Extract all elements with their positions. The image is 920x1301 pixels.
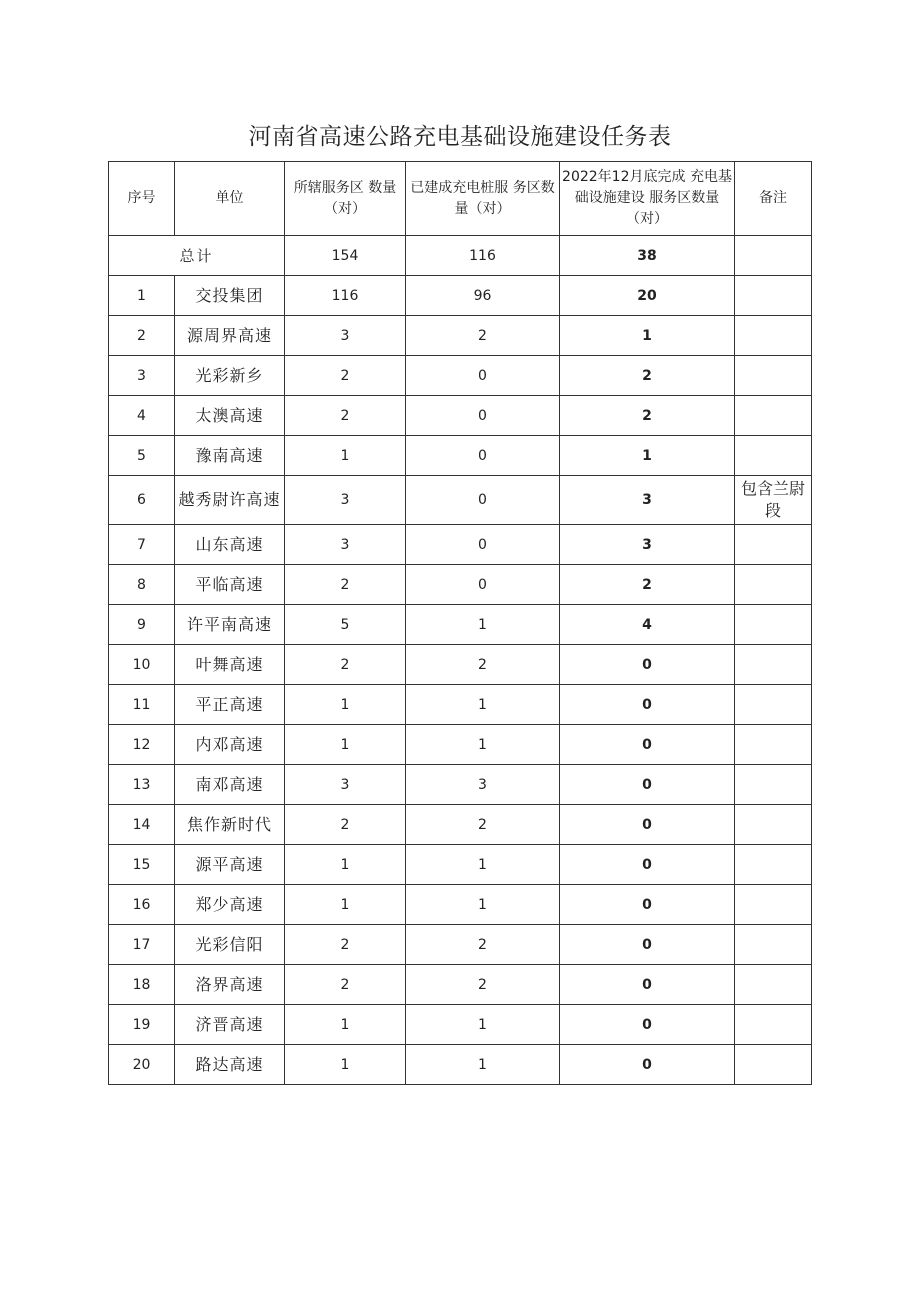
- row-service-areas: 2: [285, 925, 406, 965]
- row-note: [735, 925, 812, 965]
- row-built: 1: [406, 685, 560, 725]
- total-target: 38: [560, 236, 735, 276]
- row-seq: 3: [109, 356, 175, 396]
- row-seq: 6: [109, 476, 175, 525]
- row-built: 2: [406, 645, 560, 685]
- row-built: 96: [406, 276, 560, 316]
- row-target: 0: [560, 925, 735, 965]
- row-service-areas: 1: [285, 1005, 406, 1045]
- row-built: 1: [406, 885, 560, 925]
- row-built: 1: [406, 845, 560, 885]
- row-seq: 13: [109, 765, 175, 805]
- row-unit: 太澳高速: [175, 396, 285, 436]
- total-built: 116: [406, 236, 560, 276]
- row-unit: 济晋高速: [175, 1005, 285, 1045]
- row-built: 0: [406, 525, 560, 565]
- row-unit: 交投集团: [175, 276, 285, 316]
- table-row: [109, 645, 812, 685]
- row-seq: 10: [109, 645, 175, 685]
- row-target: 2: [560, 396, 735, 436]
- row-note: [735, 565, 812, 605]
- row-seq: 20: [109, 1045, 175, 1085]
- header-service-areas: 所辖服务区 数量（对）: [285, 162, 406, 236]
- row-seq: 11: [109, 685, 175, 725]
- row-seq: 4: [109, 396, 175, 436]
- row-built: 0: [406, 436, 560, 476]
- row-service-areas: 1: [285, 1045, 406, 1085]
- row-built: 0: [406, 476, 560, 525]
- row-seq: 19: [109, 1005, 175, 1045]
- row-note: [735, 396, 812, 436]
- header-row: [109, 162, 812, 236]
- table-row: [109, 276, 812, 316]
- row-service-areas: 1: [285, 725, 406, 765]
- task-table: [108, 161, 812, 1085]
- row-note: [735, 725, 812, 765]
- table-row: [109, 805, 812, 845]
- row-note: [735, 316, 812, 356]
- table-row: [109, 925, 812, 965]
- row-note: [735, 605, 812, 645]
- row-unit: 豫南高速: [175, 436, 285, 476]
- row-target: 1: [560, 316, 735, 356]
- row-target: 0: [560, 805, 735, 845]
- row-service-areas: 1: [285, 436, 406, 476]
- header-unit: 单位: [175, 162, 285, 236]
- row-service-areas: 2: [285, 396, 406, 436]
- table-row: [109, 476, 812, 525]
- row-note: [735, 356, 812, 396]
- table-row: [109, 396, 812, 436]
- table-row: [109, 1045, 812, 1085]
- row-unit: 平正高速: [175, 685, 285, 725]
- row-note: [735, 805, 812, 845]
- row-note: [735, 965, 812, 1005]
- header-built: 已建成充电桩服 务区数量（对）: [406, 162, 560, 236]
- row-target: 2: [560, 356, 735, 396]
- table-row: [109, 356, 812, 396]
- row-seq: 12: [109, 725, 175, 765]
- row-built: 0: [406, 356, 560, 396]
- total-note: [735, 236, 812, 276]
- row-built: 1: [406, 725, 560, 765]
- row-service-areas: 2: [285, 805, 406, 845]
- row-built: 0: [406, 565, 560, 605]
- row-service-areas: 1: [285, 885, 406, 925]
- row-unit: 焦作新时代: [175, 805, 285, 845]
- row-seq: 15: [109, 845, 175, 885]
- row-target: 3: [560, 525, 735, 565]
- row-built: 1: [406, 1005, 560, 1045]
- row-seq: 2: [109, 316, 175, 356]
- row-service-areas: 3: [285, 316, 406, 356]
- row-note: [735, 765, 812, 805]
- row-target: 3: [560, 476, 735, 525]
- row-seq: 17: [109, 925, 175, 965]
- row-built: 2: [406, 805, 560, 845]
- row-seq: 8: [109, 565, 175, 605]
- row-target: 0: [560, 1005, 735, 1045]
- row-unit: 南邓高速: [175, 765, 285, 805]
- row-note: [735, 645, 812, 685]
- row-target: 0: [560, 645, 735, 685]
- table-row: [109, 685, 812, 725]
- row-service-areas: 2: [285, 356, 406, 396]
- row-target: 1: [560, 436, 735, 476]
- row-seq: 5: [109, 436, 175, 476]
- row-unit: 郑少高速: [175, 885, 285, 925]
- row-unit: 源平高速: [175, 845, 285, 885]
- table-row: [109, 845, 812, 885]
- table-row: [109, 525, 812, 565]
- row-target: 0: [560, 965, 735, 1005]
- row-built: 3: [406, 765, 560, 805]
- row-service-areas: 3: [285, 476, 406, 525]
- row-unit: 源周界高速: [175, 316, 285, 356]
- row-unit: 内邓高速: [175, 725, 285, 765]
- table-row: [109, 436, 812, 476]
- table-row: [109, 316, 812, 356]
- row-target: 0: [560, 1045, 735, 1085]
- row-unit: 洛界高速: [175, 965, 285, 1005]
- row-target: 0: [560, 885, 735, 925]
- row-built: 2: [406, 316, 560, 356]
- row-unit: 叶舞高速: [175, 645, 285, 685]
- header-seq: 序号: [109, 162, 175, 236]
- row-unit: 许平南高速: [175, 605, 285, 645]
- row-service-areas: 3: [285, 525, 406, 565]
- row-seq: 9: [109, 605, 175, 645]
- row-service-areas: 2: [285, 645, 406, 685]
- row-seq: 1: [109, 276, 175, 316]
- row-built: 1: [406, 1045, 560, 1085]
- row-target: 0: [560, 845, 735, 885]
- row-built: 0: [406, 396, 560, 436]
- row-service-areas: 3: [285, 765, 406, 805]
- row-service-areas: 2: [285, 965, 406, 1005]
- row-note: [735, 845, 812, 885]
- row-note: [735, 685, 812, 725]
- row-unit: 越秀尉许高速: [175, 476, 285, 525]
- table-row: [109, 565, 812, 605]
- total-label: 总计: [109, 236, 285, 276]
- table-row: [109, 965, 812, 1005]
- row-unit: 路达高速: [175, 1045, 285, 1085]
- row-target: 20: [560, 276, 735, 316]
- table-row: [109, 725, 812, 765]
- row-seq: 18: [109, 965, 175, 1005]
- row-note: [735, 885, 812, 925]
- row-service-areas: 1: [285, 685, 406, 725]
- row-built: 2: [406, 965, 560, 1005]
- row-note: [735, 276, 812, 316]
- table-row: [109, 765, 812, 805]
- row-note: [735, 436, 812, 476]
- row-unit: 光彩信阳: [175, 925, 285, 965]
- table-row: [109, 1005, 812, 1045]
- row-built: 1: [406, 605, 560, 645]
- row-note: [735, 1005, 812, 1045]
- row-service-areas: 5: [285, 605, 406, 645]
- table-row: [109, 885, 812, 925]
- row-unit: 光彩新乡: [175, 356, 285, 396]
- row-target: 0: [560, 725, 735, 765]
- header-note: 备注: [735, 162, 812, 236]
- row-target: 2: [560, 565, 735, 605]
- row-service-areas: 2: [285, 565, 406, 605]
- row-note: [735, 525, 812, 565]
- page-title: 河南省高速公路充电基础设施建设任务表: [248, 124, 672, 150]
- row-seq: 16: [109, 885, 175, 925]
- row-seq: 14: [109, 805, 175, 845]
- row-built: 2: [406, 925, 560, 965]
- row-service-areas: 1: [285, 845, 406, 885]
- row-seq: 7: [109, 525, 175, 565]
- total-service-areas: 154: [285, 236, 406, 276]
- row-target: 4: [560, 605, 735, 645]
- table-row: [109, 605, 812, 645]
- row-service-areas: 116: [285, 276, 406, 316]
- row-note: [735, 1045, 812, 1085]
- total-row: [109, 236, 812, 276]
- row-unit: 山东高速: [175, 525, 285, 565]
- row-note: 包含兰尉段: [735, 476, 812, 525]
- row-target: 0: [560, 685, 735, 725]
- row-target: 0: [560, 765, 735, 805]
- row-unit: 平临高速: [175, 565, 285, 605]
- header-target: 2022年12月底完成 充电基础设施建设 服务区数量（对）: [560, 162, 735, 236]
